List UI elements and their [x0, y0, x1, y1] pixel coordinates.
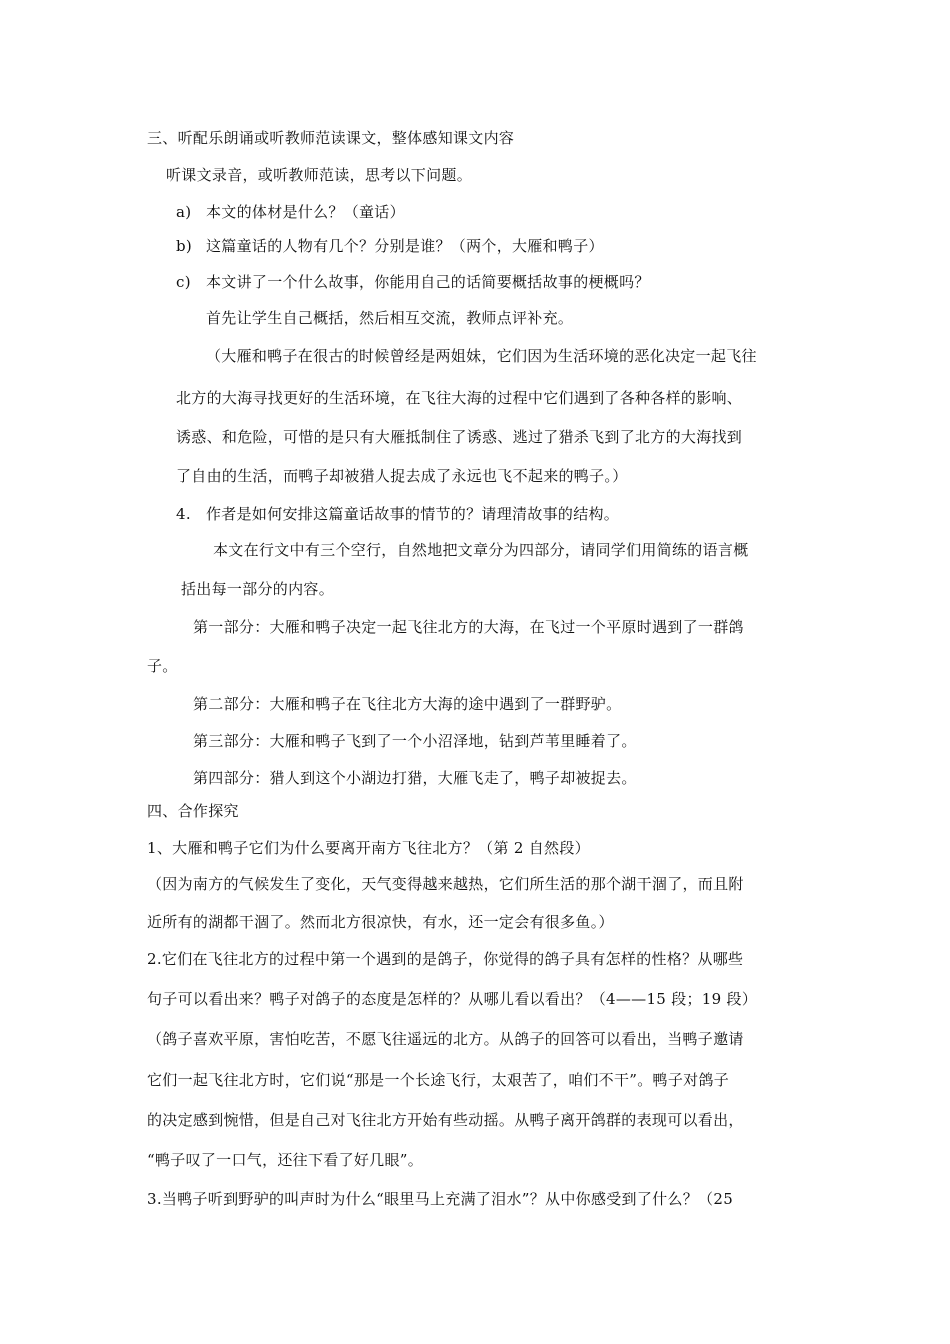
listen-instruction: 听课文录音，或听教师范读，思考以下问题。	[166, 166, 473, 184]
question-c	[176, 272, 650, 292]
question-4-text: 作者是如何安排这篇童话故事的情节的？请理清故事的结构。	[206, 505, 620, 523]
explore-answer-2-line-3: 的决定感到惋惜，但是自己对飞往北方开始有些动摇。从鸭子离开鸽群的表现可以看出，	[147, 1111, 744, 1129]
explore-answer-2-line-1: （鸽子喜欢平原，害怕吃苦，不愿飞往遥远的北方。从鸽子的回答可以看出，当鸭子邀请	[147, 1030, 744, 1048]
summary-line-3: 诱惑、和危险，可惜的是只有大雁抵制住了诱惑、逃过了猎杀飞到了北方的大海找到	[176, 428, 743, 446]
question-b-text: 这篇童话的人物有几个？分别是谁？（两个，大雁和鸭子）	[206, 237, 604, 255]
summary-line-1: （大雁和鸭子在很古的时候曾经是两姐妹，它们因为生活环境的恶化决定一起飞往	[206, 347, 757, 365]
question-4	[176, 504, 619, 524]
structure-line-2: 括出每一部分的内容。	[181, 580, 335, 598]
section-3-heading: 三、听配乐朗诵或听教师范读课文，整体感知课文内容	[147, 129, 515, 147]
summary-instruction: 首先让学生自己概括，然后相互交流，教师点评补充。	[206, 309, 574, 327]
section-4-heading: 四、合作探究	[147, 802, 239, 820]
explore-question-2-line-2: 句子可以看出来？鸭子对鸽子的态度是怎样的？从哪儿看以看出？（4——15 段；19 段）	[147, 990, 758, 1008]
summary-line-4: 了自由的生活，而鸭子却被猎人捉去成了永远也飞不起来的鸭子。）	[176, 467, 628, 485]
explore-answer-1-line-2: 近所有的湖都干涸了。然而北方很凉快，有水，还一定会有很多鱼。）	[147, 913, 614, 931]
question-c-marker: c)	[176, 273, 191, 291]
question-a	[176, 202, 405, 222]
structure-line-1: 本文在行文中有三个空行，自然地把文章分为四部分，请同学们用简练的语言概	[213, 541, 749, 559]
question-b-marker: b)	[176, 237, 193, 255]
explore-answer-2-line-4: “鸭子叹了一口气，还往下看了好几眼”。	[147, 1151, 424, 1169]
explore-question-2-line-1: 2.它们在飞往北方的过程中第一个遇到的是鸽子，你觉得的鸽子具有怎样的性格？从哪些	[147, 950, 744, 968]
question-b	[176, 236, 604, 256]
part-2: 第二部分：大雁和鸭子在飞往北方大海的途中遇到了一群野驴。	[193, 695, 622, 713]
part-4: 第四部分：猎人到这个小湖边打猎，大雁飞走了，鸭子却被捉去。	[193, 769, 637, 787]
summary-line-2: 北方的大海寻找更好的生活环境，在飞往大海的过程中它们遇到了各种各样的影响、	[176, 389, 743, 407]
part-1-line-1: 第一部分：大雁和鸭子决定一起飞往北方的大海，在飞过一个平原时遇到了一群鸽	[193, 618, 744, 636]
explore-answer-2-line-2: 它们一起飞往北方时，它们说“那是一个长途飞行，太艰苦了，咱们不干”。鸭子对鸽子	[147, 1071, 730, 1089]
question-c-text: 本文讲了一个什么故事，你能用自己的话简要概括故事的梗概吗？	[206, 273, 650, 291]
question-4-marker: 4.	[176, 505, 191, 523]
part-3: 第三部分：大雁和鸭子飞到了一个小沼泽地，钻到芦苇里睡着了。	[193, 732, 637, 750]
question-a-text: 本文的体材是什么？（童话）	[206, 203, 405, 221]
question-a-marker: a)	[176, 203, 192, 221]
explore-answer-1-line-1: （因为南方的气候发生了变化，天气变得越来越热，它们所生活的那个湖干涸了，而且附	[147, 875, 744, 893]
explore-question-3-line-1: 3.当鸭子听到野驴的叫声时为什么“眼里马上充满了泪水”？从中你感受到了什么？（25	[147, 1190, 734, 1208]
part-1-line-2: 子。	[147, 657, 178, 675]
explore-question-1: 1、大雁和鸭子它们为什么要离开南方飞往北方？（第 2 自然段）	[147, 839, 590, 857]
